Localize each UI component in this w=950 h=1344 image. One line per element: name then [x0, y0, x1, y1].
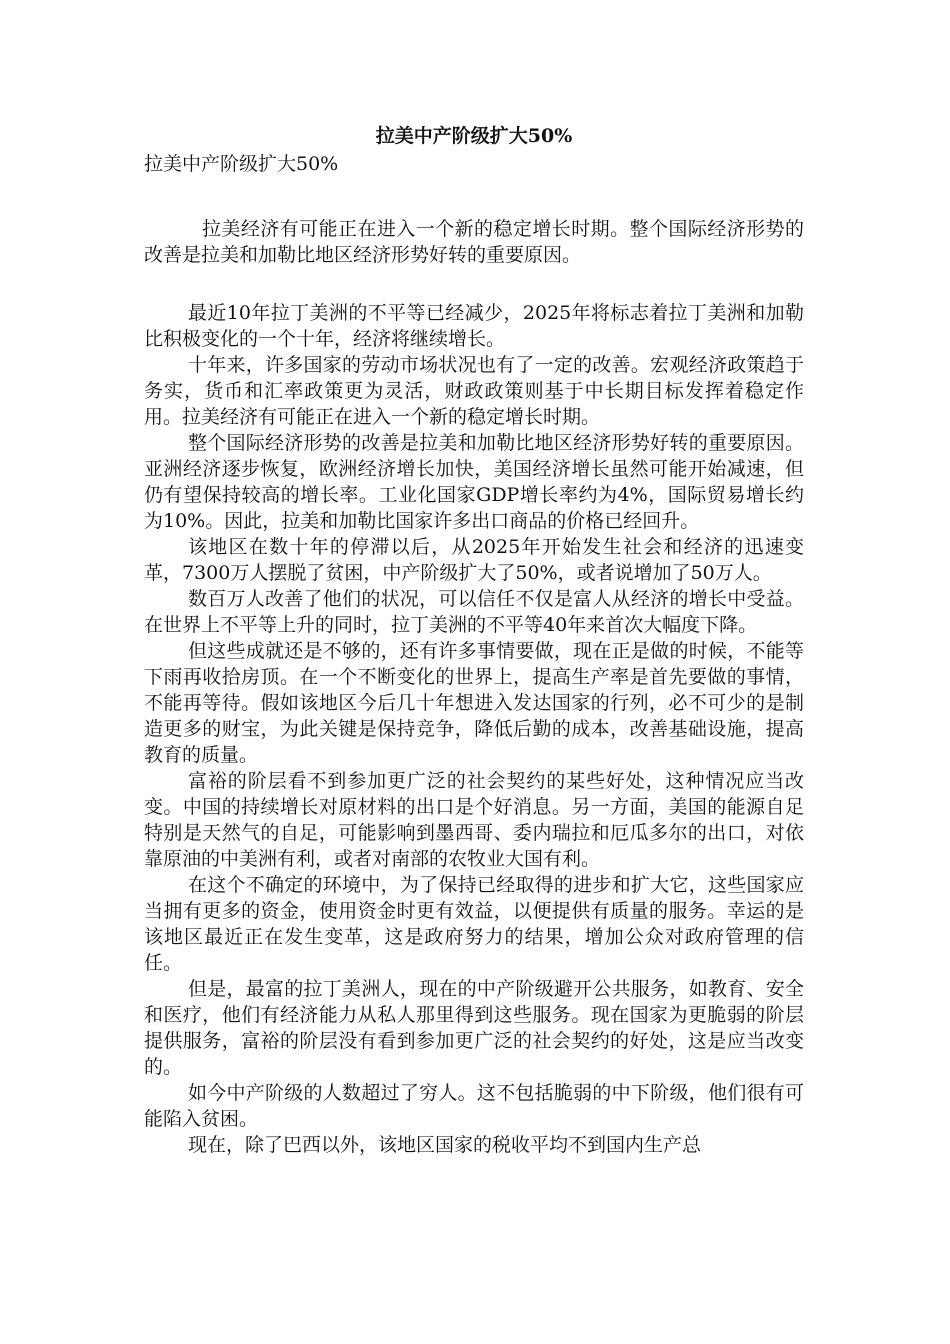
paragraph: 但这些成就还是不够的，还有许多事情要做，现在正是做的时候，不能等下雨再收拾房顶。在一个不断变化的世界上，提高生产率是首先要做的事情，不能再等待。假如该地区今后几十年想进入发达国家的行列，必不可少的是制造更多的财宝，为此关键是保持竞争，降低后勤的成本，改善基础设施，提高教育的质量。 [144, 640, 804, 766]
paragraph: 该地区在数十年的停滞以后，从2025年开始发生社会和经济的迅速变革，7300万人摆脱了贫困，中产阶级扩大了50%，或者说增加了50万人。 [144, 536, 804, 584]
document-subtitle: 拉美中产阶级扩大50% [144, 153, 339, 175]
document-title: 拉美中产阶级扩大50% [375, 125, 573, 147]
paragraph: 整个国际经济形势的改善是拉美和加勒比地区经济形势好转的重要原因。亚洲经济逐步恢复，欧洲经济增长加快，美国经济增长虽然可能开始减速，但仍有望保持较高的增长率。工业化国家GDP增长率约为4%，国际贸易增长约为10%。因此，拉美和加勒比国家许多出口商品的价格已经回升。 [144, 432, 804, 532]
paragraph: 数百万人改善了他们的状况，可以信任不仅是富人从经济的增长中受益。在世界上不平等上升的同时，拉丁美洲的不平等40年来首次大幅度下降。 [144, 588, 804, 636]
document-page [144, 122, 804, 1158]
paragraph: 在这个不确定的环境中，为了保持已经取得的进步和扩大它，这些国家应当拥有更多的资金，使用资金时更有效益，以便提供有质量的服务。幸运的是该地区最近正在发生变革，这是政府努力的结果，增加公众对政府管理的信任。 [144, 874, 804, 974]
paragraph: 现在，除了巴西以外，该地区国家的税收平均不到国内生产总 [188, 1134, 702, 1156]
paragraph: 如今中产阶级的人数超过了穷人。这不包括脆弱的中下阶级，他们很有可能陷入贫困。 [144, 1082, 804, 1130]
paragraph: 富裕的阶层看不到参加更广泛的社会契约的某些好处，这种情况应当改变。中国的持续增长对原材料的出口是个好消息。另一方面，美国的能源自足特别是天然气的自足，可能影响到墨西哥、委内瑞拉和厄瓜多尔的出口，对依靠原油的中美洲有利，或者对南部的农牧业大国有利。 [144, 770, 804, 870]
body-text [144, 300, 804, 1158]
lead-paragraph: 拉美经济有可能正在进入一个新的稳定增长时期。整个国际经济形势的改善是拉美和加勒比地区经济形势好转的重要原因。 [144, 218, 804, 266]
paragraph: 最近10年拉丁美洲的不平等已经减少，2025年将标志着拉丁美洲和加勒比积极变化的一个十年，经济将继续增长。 [144, 302, 804, 350]
paragraph: 但是，最富的拉丁美洲人，现在的中产阶级避开公共服务，如教育、安全和医疗，他们有经济能力从私人那里得到这些服务。现在国家为更脆弱的阶层提供服务，富裕的阶层没有看到参加更广泛的社会契约的好处，这是应当改变的。 [144, 978, 804, 1078]
paragraph: 十年来，许多国家的劳动市场状况也有了一定的改善。宏观经济政策趋于务实，货币和汇率政策更为灵活，财政政策则基于中长期目标发挥着稳定作用。拉美经济有可能正在进入一个新的稳定增长时期。 [144, 354, 804, 428]
